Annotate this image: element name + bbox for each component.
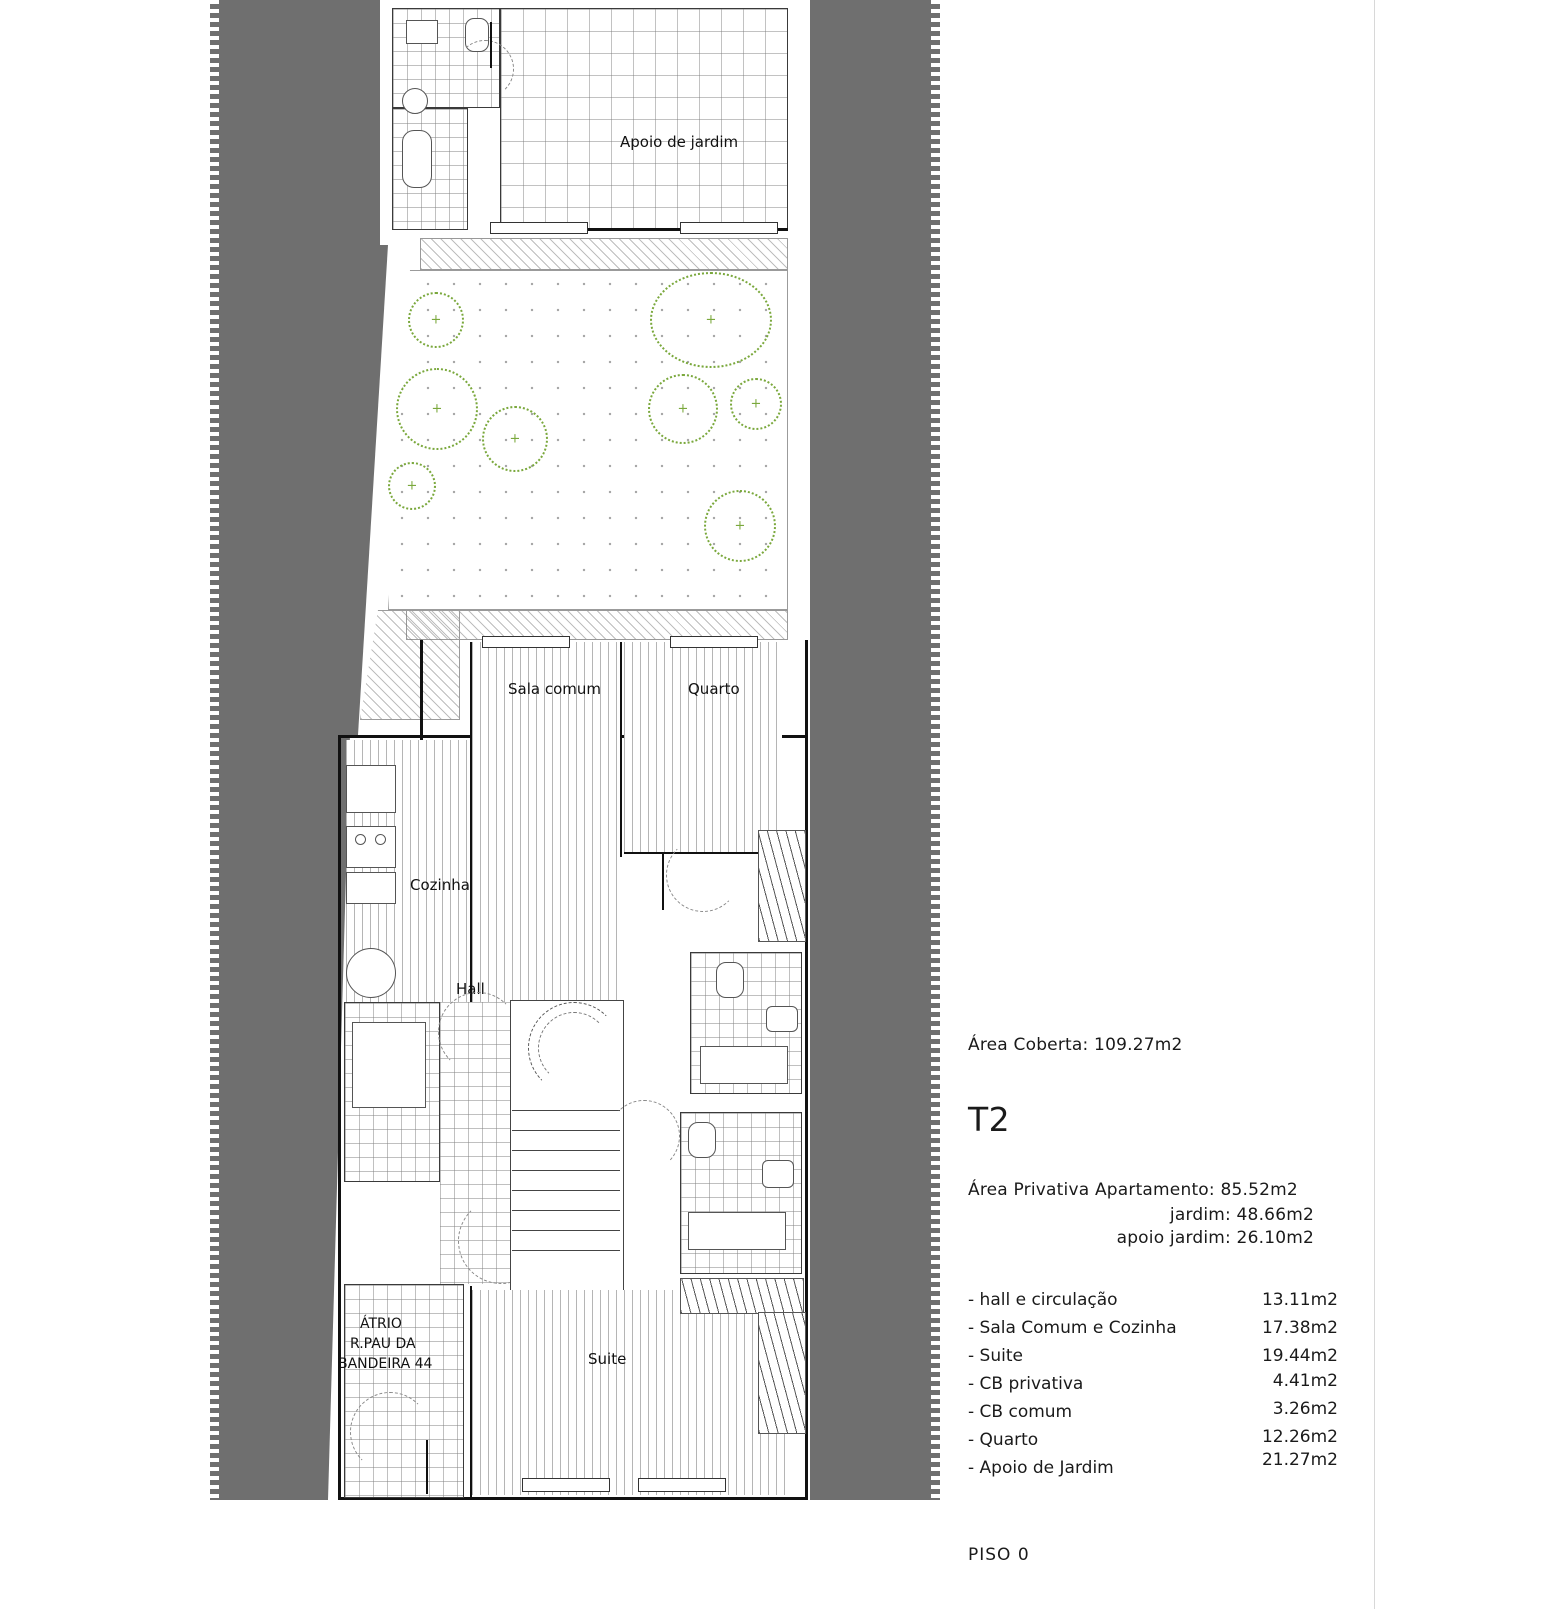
floor-plan [210, 0, 940, 1500]
private-area-text: Área Privativa Apartamento: 85.52m2 [968, 1180, 1298, 1200]
tree-6 [648, 374, 718, 444]
room-label-apoio-de-jardim: Apoio de jardim [620, 133, 739, 151]
room-label-quarto: Quarto [688, 680, 740, 698]
area-row [968, 1318, 1338, 1346]
hob-burner-2 [375, 834, 386, 845]
toilet-fixture-comum [716, 962, 744, 998]
wall-sala-west [470, 642, 472, 1002]
atrio-label-line1: ÁTRIO [360, 1316, 402, 1332]
closet-hatch [680, 1278, 804, 1314]
area-value: 4.41m2 [1272, 1371, 1338, 1391]
counter-fixture [346, 872, 396, 904]
door-swing-apoio [456, 40, 514, 98]
closet-hatch-3 [758, 830, 806, 942]
shower-fixture-comum [700, 1046, 788, 1084]
wall-suite-west [470, 1286, 472, 1498]
closet-hatch-2 [758, 1312, 806, 1434]
door-swing-hall [438, 992, 518, 1072]
door-swing-atrio [350, 1392, 430, 1472]
door-swing-quarto [666, 838, 740, 912]
area-row [968, 1371, 1338, 1402]
hob-fixture [346, 826, 396, 868]
area-label: - Suite [968, 1346, 1023, 1366]
cabinet-fixture [352, 1022, 426, 1108]
tub-fixture [402, 130, 432, 188]
room-label-hall: Hall [456, 980, 485, 998]
stair-curve-inner [538, 1012, 610, 1084]
window-quarto [670, 636, 758, 648]
atrio-label-line2: R.PAU DA [350, 1336, 416, 1352]
room-label-sala-comum: Sala comum [508, 680, 601, 698]
area-row [968, 1290, 1338, 1318]
room-label-suite: Suite [588, 1350, 627, 1368]
area-label: - Apoio de Jardim [968, 1458, 1114, 1478]
area-label: - CB comum [968, 1402, 1073, 1422]
info-panel [968, 0, 1368, 1609]
area-value: 13.11m2 [1261, 1290, 1338, 1310]
wall-west-building [338, 735, 341, 1500]
sink-fixture [406, 20, 438, 44]
shower-fixture-privativa [688, 1212, 786, 1250]
area-row [968, 1450, 1338, 1486]
area-value: 19.44m2 [1261, 1346, 1338, 1366]
context-block-right [808, 0, 940, 1500]
area-breakdown-list [968, 1290, 1338, 1486]
tree-8 [704, 490, 776, 562]
tree-4 [388, 462, 436, 510]
paving-strip-north [420, 238, 788, 270]
room-suite [472, 1290, 792, 1495]
room-label-cozinha: Cozinha [410, 876, 470, 894]
room-apoio-de-jardim [500, 8, 788, 230]
sheet-divider [1374, 0, 1375, 1609]
typology-title: T2 [968, 1100, 1011, 1139]
window-suite-2 [638, 1478, 726, 1492]
basin-fixture-privativa [762, 1160, 794, 1188]
door-leaf-apoio [490, 22, 492, 68]
property-line-left-hatch [210, 0, 219, 1500]
area-row [968, 1399, 1338, 1430]
tree-2 [396, 368, 478, 450]
area-value: 17.38m2 [1261, 1318, 1338, 1338]
atrio-label-line3: BANDEIRA 44 [338, 1356, 433, 1372]
area-value: 12.26m2 [1261, 1427, 1338, 1447]
door-leaf-quarto [662, 852, 664, 910]
garden-support-area-text: apoio jardim: 26.10m2 [1116, 1228, 1314, 1248]
wall-sala-east [620, 642, 622, 857]
floor-label: PISO 0 [968, 1545, 1030, 1565]
entrance-door-leaf [426, 1440, 428, 1494]
wall-west-upper [420, 640, 423, 740]
sink-fixture-cozinha [346, 948, 396, 998]
toilet-fixture-privativa [688, 1122, 716, 1158]
area-value: 3.26m2 [1272, 1399, 1338, 1419]
hob-burner-1 [355, 834, 366, 845]
area-label: - Sala Comum e Cozinha [968, 1318, 1177, 1338]
garden-area-text: jardim: 48.66m2 [1169, 1205, 1314, 1225]
property-line-right-hatch [931, 0, 940, 1500]
area-label: - hall e circulação [968, 1290, 1118, 1310]
tree-5 [650, 272, 772, 368]
tree-7 [730, 378, 782, 430]
area-row [968, 1346, 1338, 1374]
area-label: - CB privativa [968, 1374, 1084, 1394]
room-quarto [624, 642, 782, 852]
window-suite-1 [522, 1478, 610, 1492]
oven-fixture [346, 765, 396, 813]
covered-area-text: Área Coberta: 109.27m2 [968, 1035, 1183, 1055]
area-value: 21.27m2 [1261, 1450, 1338, 1470]
tree-3 [482, 406, 548, 472]
door-swing-cb [608, 1100, 680, 1172]
area-label: - Quarto [968, 1430, 1039, 1450]
basin-fixture-comum [766, 1006, 798, 1032]
window-apoio-2 [680, 222, 778, 234]
window-sala [482, 636, 570, 648]
tree-1 [408, 292, 464, 348]
window-apoio-1 [490, 222, 588, 234]
washer-fixture [402, 88, 428, 114]
